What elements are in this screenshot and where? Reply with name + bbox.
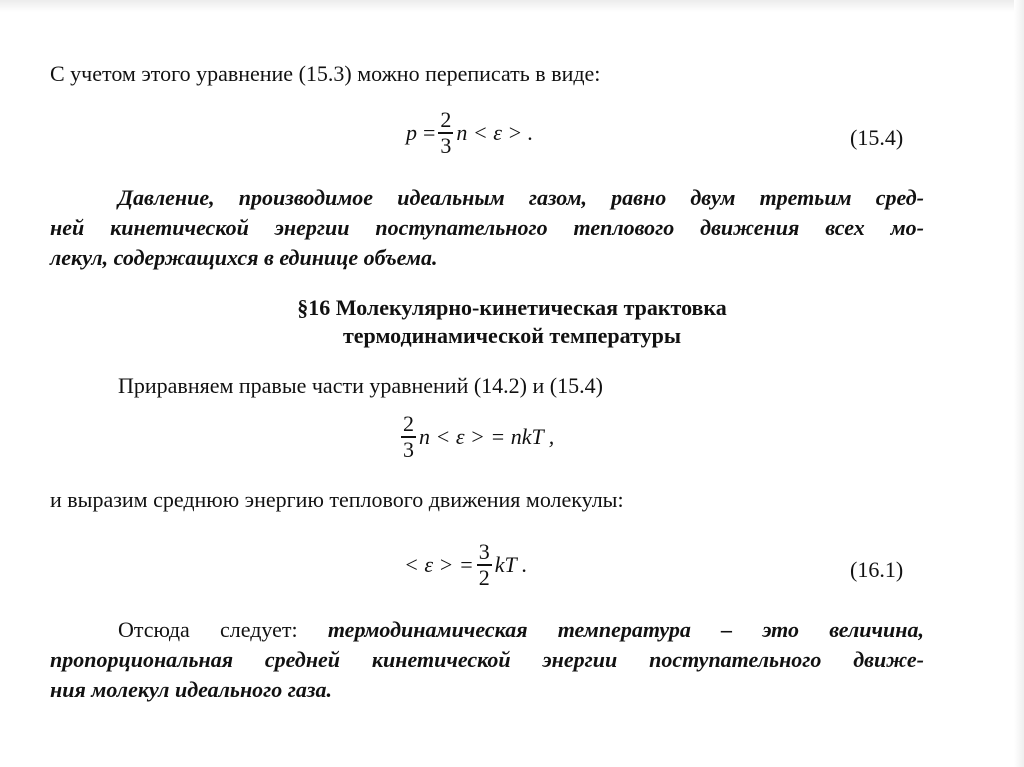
formula-15-4 [406,108,533,158]
formula-rhs: kT . [494,551,528,577]
formula-lhs: p [406,119,417,145]
fraction-denominator: 3 [403,436,414,462]
formula-rhs: n < ε > = nkT , [419,423,555,449]
fraction-denominator: 2 [478,564,490,590]
conclusion-line-1 [118,616,924,644]
conclusion-line-3: ния молекул идеального газа. [50,677,332,702]
fraction-numerator: 3 [478,539,490,564]
formula-equals: = [423,119,436,145]
fraction-two-thirds [438,108,453,158]
fraction-numerator: 2 [403,411,414,436]
equation-number-15-4: (15.4) [850,125,904,150]
statement-line-2: ней кинетической энергии поступательного теплового движения всех мо- [50,215,924,240]
intro-paragraph: С учетом этого уравнение (15.3) можно переписать в виде: [50,61,601,86]
statement-line-1: Давление, производимое идеальным газом, равно двум третьим сред- [118,185,924,210]
statement-line-3: лекул, содержащихся в единице объема. [50,245,438,270]
conclusion-line-2: пропорциональная средней кинетической энергии поступательного движе- [50,647,924,672]
equation-number-16-1: (16.1) [850,557,904,582]
conclusion-lead: Отсюда следует: [118,617,298,642]
section-title-line-2: термодинамической температуры [342,323,682,348]
formula-16-1 [404,540,527,590]
formula-rhs: n < ε > . [456,119,534,145]
formula-equate [398,412,554,462]
fraction-numerator: 2 [440,107,452,132]
section-title-line-1: §16 Молекулярно-кинетическая трактовка [297,295,727,320]
conclusion-definition: термодинамическая температура – это величина, [327,617,924,642]
equate-paragraph: Приравняем правые части уравнений (14.2) и (15.4) [118,373,603,398]
formula-lhs: < ε > = [404,551,474,577]
fraction-two-thirds [401,412,416,462]
express-paragraph: и выразим среднюю энергию теплового движения молекулы: [50,487,624,512]
fraction-three-halves [477,540,492,590]
fraction-denominator: 3 [440,132,452,158]
